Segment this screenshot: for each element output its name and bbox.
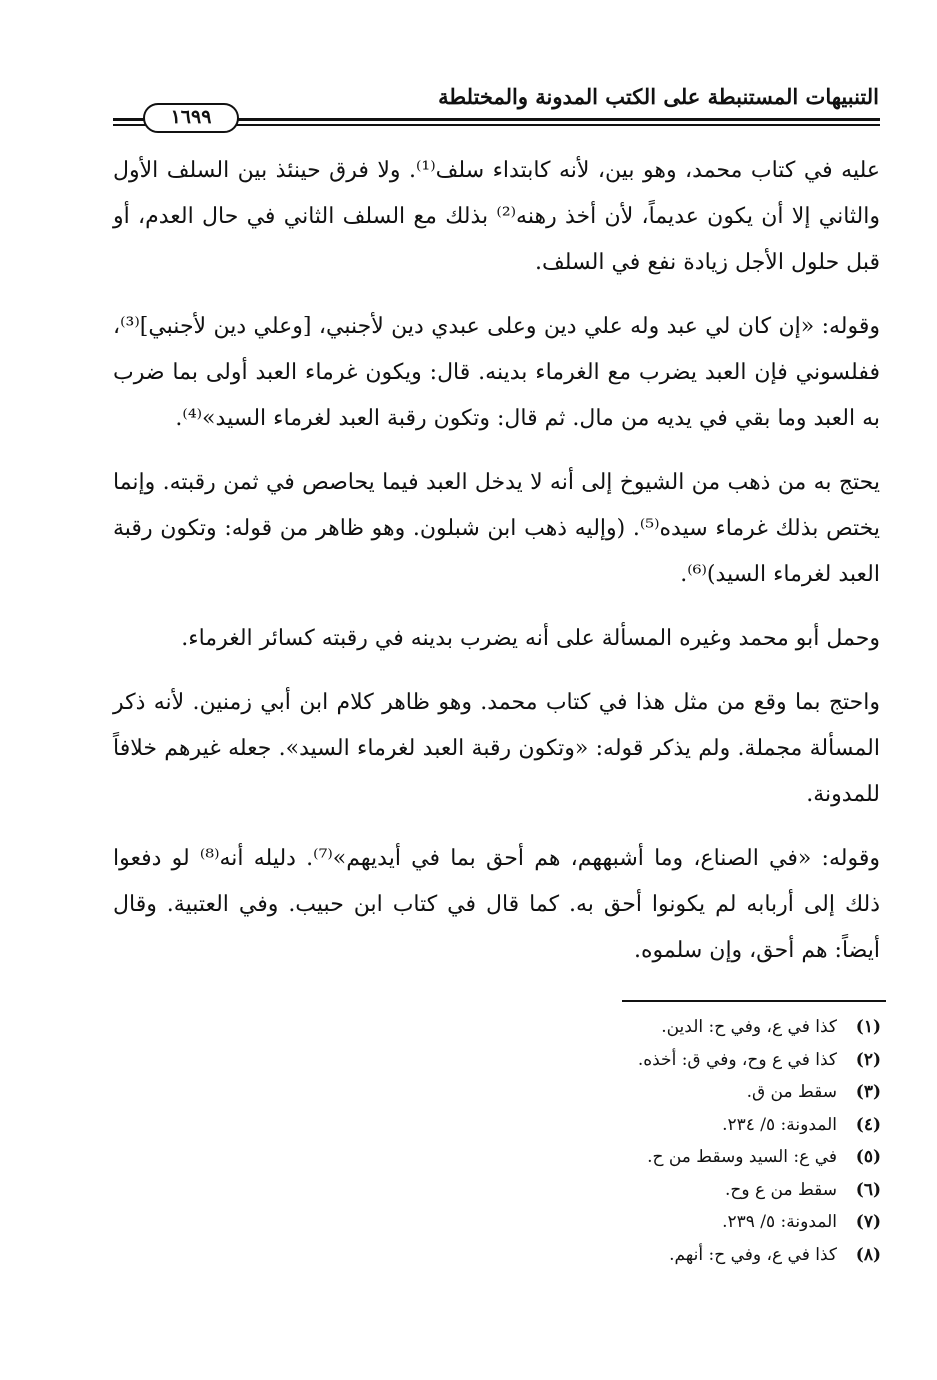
footnote-item bbox=[321, 1206, 881, 1239]
footnote-item bbox=[321, 1011, 881, 1044]
footnote-separator bbox=[622, 1000, 886, 1002]
footnote-number: (٧) bbox=[855, 1212, 881, 1232]
footnote-number: (١) bbox=[855, 1017, 881, 1037]
footnote-text: كذا في ع وح، وفي ق: أخذه. bbox=[637, 1049, 837, 1070]
footnotes bbox=[321, 1011, 881, 1271]
footnote-item bbox=[321, 1076, 881, 1109]
paragraph: واحتج بما وقع من مثل هذا في كتاب محمد. وهو ظاهر كلام ابن أبي زمنين. لأنه ذكر المسألة مجملة. ولم يذكر قوله: «وتكون رقبة العبد لغرماء السيد». جعله غيرهم خلافاً للمدونة. bbox=[113, 690, 880, 807]
footnote-item bbox=[321, 1109, 881, 1142]
footnote-item bbox=[321, 1044, 881, 1077]
footnote-number: (٤) bbox=[855, 1114, 881, 1135]
footnote-number: (٥) bbox=[855, 1147, 881, 1167]
paragraph: وقوله: «إن كان لي عبد وله علي دين وعلى عبدي دين لأجنبي، [وعلي دين لأجنبي]⁽³⁾، ففلسوني فإن العبد يضرب مع الغرماء بدينه. قال: ويكون غرماء العبد أولى بما ضرب به العبد وما بقي في يديه من مال. ثم قال: وتكون رقبة العبد لغرماء السيد»⁽⁴⁾. bbox=[113, 314, 880, 431]
footnote-item bbox=[321, 1239, 881, 1272]
running-header-title: التنبيهات المستنبطة على الكتب المدونة والمختلطة bbox=[438, 84, 879, 109]
footnote-number: (٦) bbox=[855, 1179, 881, 1200]
paragraph: يحتج به من ذهب من الشيوخ إلى أنه لا يدخل العبد فيما يحاصص في ثمن رقبته. وإنما يختص بذلك غرماء سيده⁽⁵⁾. (وإليه ذهب ابن شبلون. وهو ظاهر من قوله: وتكون رقبة العبد لغرماء السيد)⁽⁶⁾. bbox=[113, 470, 880, 587]
footnote-number: (٢) bbox=[855, 1049, 881, 1070]
paragraph: وحمل أبو محمد وغيره المسألة على أنه يضرب بدينه في رقبته كسائر الغرماء. bbox=[181, 626, 880, 651]
footnote-text: سقط من ق. bbox=[746, 1082, 837, 1102]
footnote-text: في ع: السيد وسقط من ح. bbox=[647, 1147, 837, 1167]
footnote-text: سقط من ع وح. bbox=[725, 1179, 837, 1200]
footnote-text: كذا في ع، وفي ح: الدين. bbox=[661, 1017, 837, 1037]
main-text bbox=[113, 148, 880, 992]
footnote-text: كذا في ع، وفي ح: أنهم. bbox=[669, 1244, 837, 1265]
footnote-number: (٨) bbox=[855, 1244, 881, 1265]
footnote-number: (٣) bbox=[855, 1082, 881, 1102]
paragraph: عليه في كتاب محمد، وهو بين، لأنه كابتداء سلف⁽¹⁾. ولا فرق حينئذ بين السلف الأول والثاني إلا أن يكون عديماً، لأن أخذ رهنه⁽²⁾ بذلك مع السلف الثاني في حال العدم، أو قبل حلول الأجل زيادة نفع في السلف. bbox=[113, 158, 880, 275]
paragraph: وقوله: «في الصناع، وما أشبههم، هم أحق بما في أيديهم»⁽⁷⁾. دليله أنه⁽⁸⁾ لو دفعوا ذلك إلى أربابه لم يكونوا أحق به. كما قال في كتاب ابن حبيب. وفي العتبية. وقال أيضاً: هم أحق، وإن سلموه. bbox=[113, 846, 880, 963]
footnote-text: المدونة: ٥/ ٢٣٩. bbox=[722, 1212, 837, 1232]
page-number-badge: ١٦٩٩ bbox=[143, 103, 239, 133]
footnote-item bbox=[321, 1141, 881, 1174]
footnote-text: المدونة: ٥/ ٢٣٤. bbox=[722, 1114, 837, 1135]
footnote-item bbox=[321, 1174, 881, 1207]
